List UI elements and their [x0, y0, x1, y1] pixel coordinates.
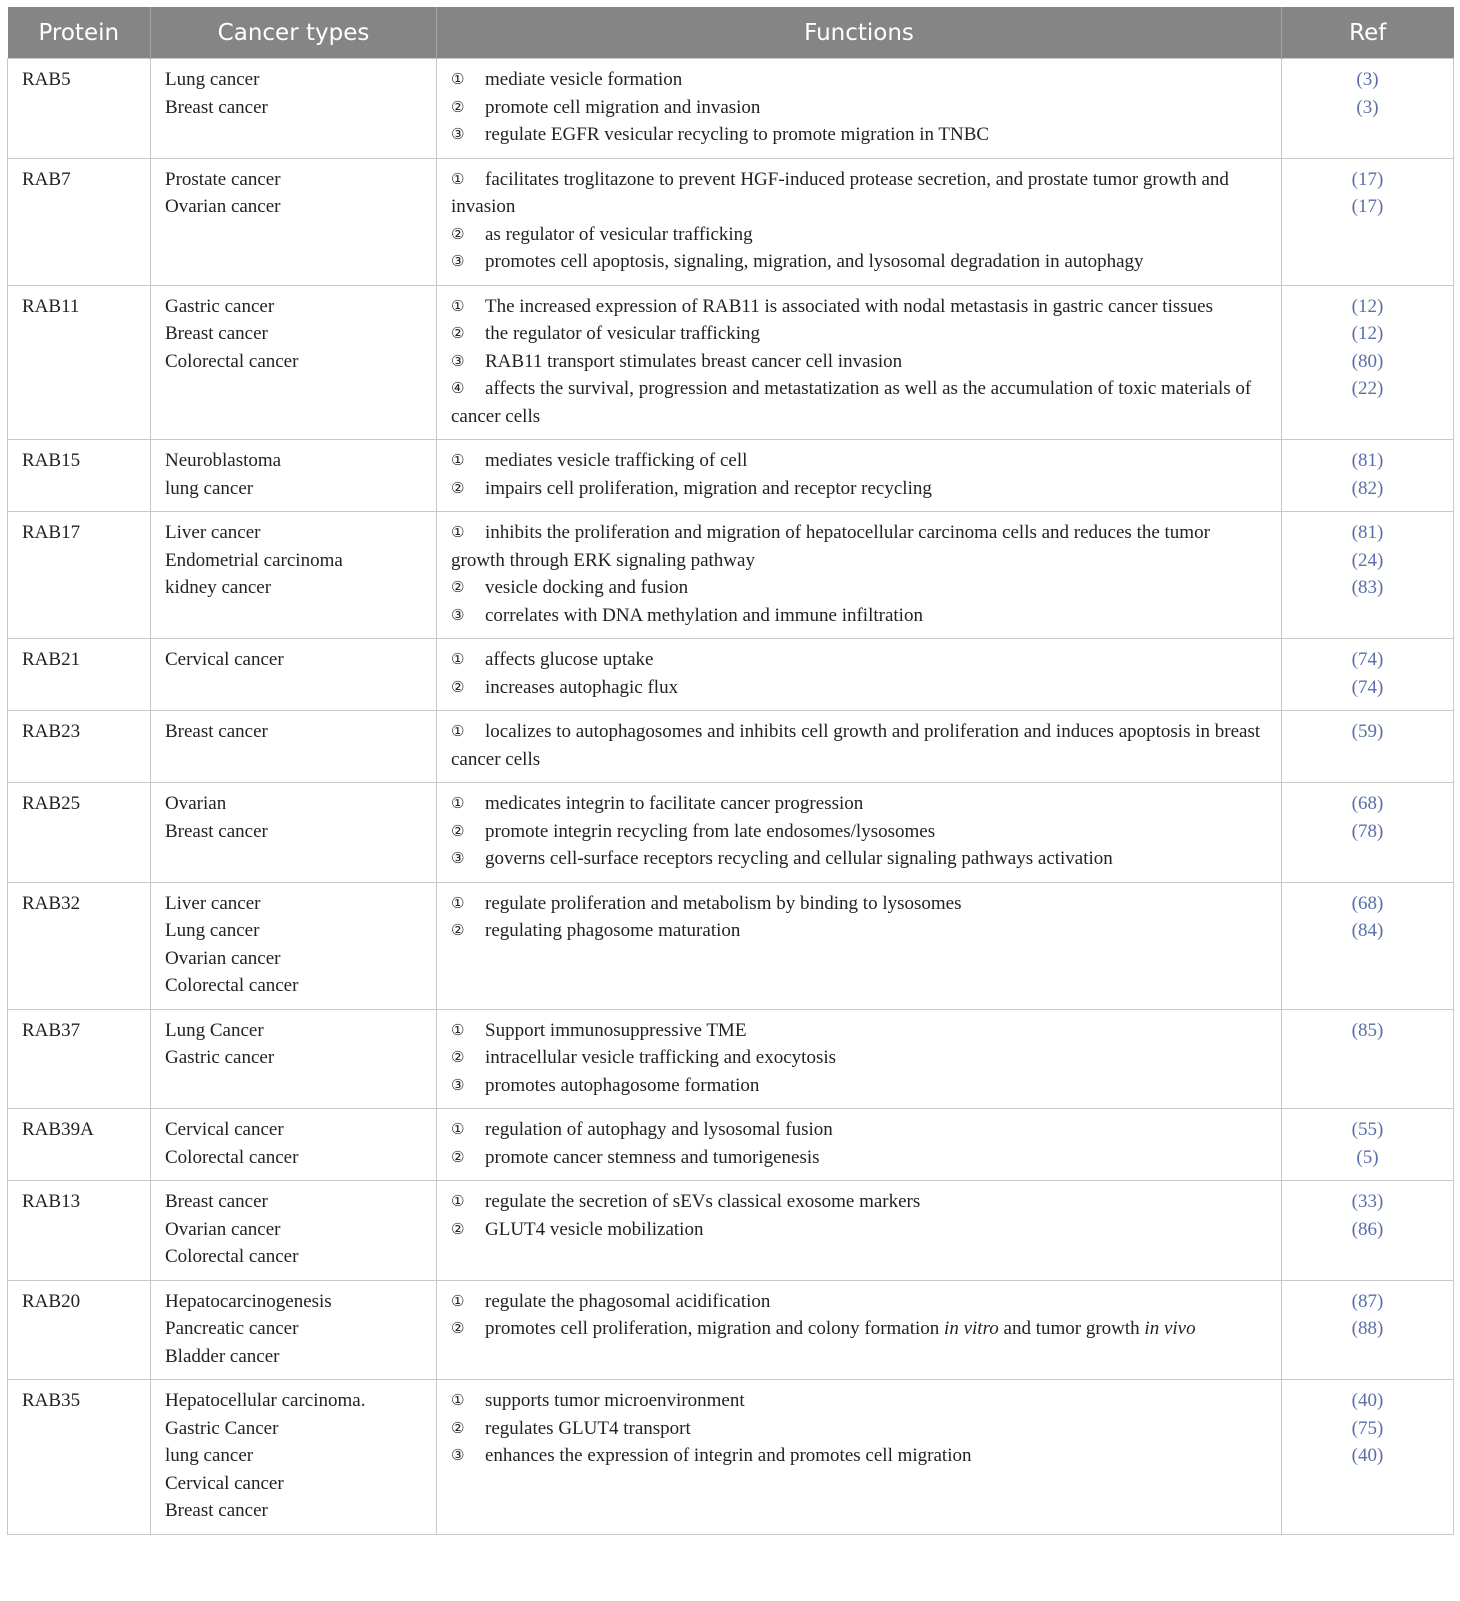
ref-link: (40) [1351, 1390, 1384, 1411]
ref-link: (40) [1351, 1445, 1384, 1466]
function-marker: ① [451, 1120, 465, 1138]
protein-cell: RAB13 [8, 1181, 151, 1281]
function-item [451, 574, 1267, 602]
ref-cell [1282, 639, 1454, 711]
function-item [451, 348, 1267, 376]
function-marker: ① [451, 169, 465, 188]
table-row [8, 440, 1454, 512]
function-item [451, 1044, 1267, 1072]
cancer-type: Breast cancer [165, 1500, 268, 1521]
function-item [451, 1188, 1267, 1216]
cancer-type: Endometrial carcinoma [165, 549, 343, 571]
function-text: governs cell-surface receptors recycling and cellular signaling pathways activation [485, 848, 1113, 869]
ref-link: (87) [1351, 1290, 1384, 1312]
function-item [451, 1116, 1267, 1144]
function-item [451, 447, 1267, 475]
function-item [451, 674, 1267, 702]
cancer-types-cell [151, 783, 437, 883]
cancer-type: Colorectal cancer [165, 1146, 299, 1168]
cancer-type: Breast cancer [165, 721, 268, 742]
header-protein: Protein [8, 7, 151, 59]
cancer-types-cell [151, 1009, 437, 1109]
header-ref: Ref [1282, 7, 1454, 59]
function-text: enhances the expression of integrin and promotes cell migration [485, 1445, 972, 1466]
ref-link: (59) [1351, 721, 1384, 742]
function-text: GLUT4 vesicle mobilization [485, 1218, 704, 1240]
ref-link: (68) [1351, 892, 1384, 914]
table-row [8, 1280, 1454, 1380]
cancer-type: Gastric Cancer [165, 1417, 279, 1439]
function-item [451, 375, 1267, 430]
function-item [451, 519, 1267, 574]
function-text: affects glucose uptake [485, 649, 654, 670]
ref-link: (17) [1351, 168, 1384, 190]
ref-cell [1282, 440, 1454, 512]
function-text: localizes to autophagosomes and inhibits cell growth and proliferation and induces apoptosis in breast cancer cells [451, 721, 1261, 770]
table-row [8, 639, 1454, 711]
cancer-types-cell [151, 882, 437, 1009]
function-item [451, 718, 1267, 773]
table-row [8, 1181, 1454, 1281]
functions-cell [437, 285, 1282, 440]
function-marker: ② [451, 578, 465, 596]
cancer-type: Hepatocarcinogenesis [165, 1290, 332, 1312]
ref-link: (78) [1351, 820, 1384, 842]
function-text: supports tumor microenvironment [485, 1390, 745, 1411]
function-text: regulate EGFR vesicular recycling to promote migration in TNBC [485, 124, 990, 145]
function-text: inhibits the proliferation and migration of hepatocellular carcinoma cells and reduces the tumor growth through ERK signaling pathway [451, 522, 1210, 571]
function-marker: ① [451, 1391, 465, 1409]
function-text: as regulator of vesicular trafficking [485, 223, 753, 245]
function-marker: ③ [451, 605, 465, 624]
table-row [8, 158, 1454, 285]
cancer-type: Colorectal cancer [165, 350, 299, 372]
cancer-type: Breast cancer [165, 1191, 268, 1212]
function-marker: ① [451, 296, 465, 315]
function-text: correlates with DNA methylation and immune infiltration [485, 604, 923, 626]
function-marker: ③ [451, 1446, 465, 1464]
protein-cell: RAB32 [8, 882, 151, 1009]
function-item [451, 475, 1267, 503]
table-row [8, 1380, 1454, 1535]
functions-cell [437, 882, 1282, 1009]
function-text: and tumor growth [998, 1318, 1145, 1339]
function-text: regulate the phagosomal acidification [485, 1290, 771, 1312]
function-item [451, 1017, 1267, 1045]
cancer-type: Cervical cancer [165, 649, 284, 670]
function-marker: ① [451, 893, 465, 912]
function-item [451, 1387, 1267, 1415]
cancer-type: Bladder cancer [165, 1345, 280, 1367]
function-item [451, 1415, 1267, 1443]
function-text: regulating phagosome maturation [485, 920, 741, 941]
function-marker: ② [451, 821, 465, 840]
ref-link: (81) [1351, 522, 1384, 543]
function-marker: ① [451, 70, 465, 88]
function-marker: ③ [451, 1075, 465, 1094]
function-marker: ② [451, 1219, 465, 1238]
functions-cell [437, 440, 1282, 512]
function-text: mediate vesicle formation [485, 69, 683, 90]
cancer-type: Pancreatic cancer [165, 1318, 299, 1339]
function-marker: ① [451, 451, 465, 469]
function-text: promote cell migration and invasion [485, 96, 761, 118]
protein-cell: RAB37 [8, 1009, 151, 1109]
ref-link: (55) [1351, 1119, 1384, 1140]
function-marker: ② [451, 921, 465, 939]
cancer-types-cell [151, 512, 437, 639]
ref-link: (3) [1356, 96, 1379, 118]
function-text: promotes cell apoptosis, signaling, migration, and lysosomal degradation in autophagy [485, 251, 1144, 272]
protein-cell: RAB25 [8, 783, 151, 883]
protein-cell: RAB5 [8, 59, 151, 159]
table-row [8, 711, 1454, 783]
cancer-type: Lung cancer [165, 920, 260, 941]
function-marker: ② [451, 478, 465, 497]
table-row [8, 1009, 1454, 1109]
function-marker: ③ [451, 252, 465, 270]
cancer-type: Neuroblastoma [165, 450, 282, 471]
protein-cell: RAB7 [8, 158, 151, 285]
ref-cell [1282, 1009, 1454, 1109]
cancer-type: Cervical cancer [165, 1119, 284, 1140]
functions-cell [437, 711, 1282, 783]
table-row [8, 1109, 1454, 1181]
ref-link: (17) [1351, 196, 1384, 217]
ref-link: (12) [1351, 323, 1384, 344]
function-text: regulation of autophagy and lysosomal fusion [485, 1119, 833, 1140]
function-text: in vitro [944, 1318, 999, 1339]
table-row [8, 512, 1454, 639]
header-functions: Functions [437, 7, 1282, 59]
function-item [451, 121, 1267, 149]
protein-cell: RAB21 [8, 639, 151, 711]
function-text: vesicle docking and fusion [485, 577, 689, 598]
protein-cell: RAB15 [8, 440, 151, 512]
function-item [451, 1288, 1267, 1316]
function-text: impairs cell proliferation, migration and receptor recycling [485, 477, 932, 499]
function-marker: ③ [451, 351, 465, 370]
ref-cell [1282, 59, 1454, 159]
function-item [451, 845, 1267, 873]
function-item [451, 221, 1267, 249]
cancer-type: lung cancer [165, 1445, 254, 1466]
function-item [451, 94, 1267, 122]
function-marker: ① [451, 1291, 465, 1310]
cancer-type: Colorectal cancer [165, 1246, 299, 1267]
function-marker: ④ [451, 379, 465, 397]
table-row [8, 285, 1454, 440]
function-text: promote integrin recycling from late endosomes/lysosomes [485, 820, 936, 842]
function-text: Support immunosuppressive TME [485, 1019, 747, 1041]
function-text: medicates integrin to facilitate cancer progression [485, 793, 864, 814]
function-item [451, 646, 1267, 674]
ref-link: (82) [1351, 477, 1384, 499]
ref-link: (81) [1351, 450, 1384, 471]
function-marker: ② [451, 97, 465, 116]
function-item [451, 320, 1267, 348]
cancer-type: Gastric cancer [165, 1047, 275, 1068]
cancer-types-cell [151, 285, 437, 440]
functions-cell [437, 158, 1282, 285]
ref-cell [1282, 711, 1454, 783]
function-text: regulate proliferation and metabolism by binding to lysosomes [485, 892, 962, 914]
function-text: regulate the secretion of sEVs classical exosome markers [485, 1191, 921, 1212]
protein-cell: RAB35 [8, 1380, 151, 1535]
function-marker: ② [451, 677, 465, 696]
functions-cell [437, 1181, 1282, 1281]
ref-link: (5) [1356, 1146, 1379, 1168]
cancer-type: Hepatocellular carcinoma. [165, 1390, 366, 1411]
function-marker: ② [451, 224, 465, 243]
functions-cell [437, 1280, 1282, 1380]
ref-cell [1282, 158, 1454, 285]
ref-link: (33) [1351, 1191, 1384, 1212]
table-row [8, 783, 1454, 883]
ref-link: (24) [1351, 549, 1384, 571]
ref-cell [1282, 285, 1454, 440]
function-marker: ① [451, 523, 465, 541]
function-text: the regulator of vesicular trafficking [485, 323, 761, 344]
functions-cell [437, 59, 1282, 159]
functions-cell [437, 512, 1282, 639]
protein-cell: RAB23 [8, 711, 151, 783]
cancer-type: Gastric cancer [165, 295, 275, 317]
cancer-type: Breast cancer [165, 820, 268, 842]
cancer-types-cell [151, 158, 437, 285]
function-marker: ① [451, 722, 465, 740]
ref-link: (80) [1351, 350, 1384, 372]
function-marker: ① [451, 1020, 465, 1039]
function-text: promotes autophagosome formation [485, 1074, 760, 1096]
function-item [451, 1144, 1267, 1172]
function-text: regulates GLUT4 transport [485, 1417, 691, 1439]
cancer-types-cell [151, 440, 437, 512]
table-body [8, 59, 1454, 1535]
function-item [451, 66, 1267, 94]
ref-link: (83) [1351, 577, 1384, 598]
function-item [451, 1216, 1267, 1244]
ref-link: (74) [1351, 676, 1384, 698]
protein-function-table [7, 7, 1454, 1535]
ref-link: (22) [1351, 378, 1384, 399]
function-item [451, 818, 1267, 846]
function-item [451, 166, 1267, 221]
ref-link: (74) [1351, 649, 1384, 670]
cancer-type: Liver cancer [165, 522, 261, 543]
cancer-types-cell [151, 639, 437, 711]
function-text: RAB11 transport stimulates breast cancer cell invasion [485, 350, 903, 372]
ref-link: (75) [1351, 1417, 1384, 1439]
function-marker: ① [451, 794, 465, 812]
function-marker: ② [451, 1147, 465, 1166]
header-row [8, 7, 1454, 59]
function-item [451, 602, 1267, 630]
function-marker: ① [451, 650, 465, 668]
cancer-type: Prostate cancer [165, 168, 281, 190]
function-item [451, 293, 1267, 321]
ref-cell [1282, 512, 1454, 639]
cancer-type: Liver cancer [165, 892, 261, 914]
function-item [451, 1442, 1267, 1470]
function-text: promote cancer stemness and tumorigenesis [485, 1146, 820, 1168]
function-text: affects the survival, progression and metastatization as well as the accumulation of toxic materials of cancer cells [451, 378, 1252, 427]
cancer-type: Ovarian [165, 793, 227, 814]
ref-cell [1282, 1380, 1454, 1535]
cancer-types-cell [151, 59, 437, 159]
functions-cell [437, 783, 1282, 883]
function-marker: ③ [451, 849, 465, 867]
header-cancer-types: Cancer types [151, 7, 437, 59]
function-item [451, 1072, 1267, 1100]
function-marker: ② [451, 324, 465, 342]
function-text: increases autophagic flux [485, 676, 679, 698]
ref-link: (84) [1351, 920, 1384, 941]
function-text: The increased expression of RAB11 is associated with nodal metastasis in gastric cancer tissues [485, 295, 1213, 317]
function-item [451, 1315, 1267, 1343]
cancer-type: Lung Cancer [165, 1019, 264, 1041]
cancer-type: lung cancer [165, 477, 254, 499]
cancer-type: Colorectal cancer [165, 975, 299, 996]
function-marker: ① [451, 1192, 465, 1210]
ref-link: (12) [1351, 295, 1384, 317]
functions-cell [437, 1109, 1282, 1181]
ref-link: (85) [1351, 1019, 1384, 1041]
ref-cell [1282, 1280, 1454, 1380]
cancer-types-cell [151, 1380, 437, 1535]
function-marker: ② [451, 1048, 465, 1066]
function-item [451, 890, 1267, 918]
cancer-type: Breast cancer [165, 323, 268, 344]
table-row [8, 882, 1454, 1009]
protein-cell: RAB39A [8, 1109, 151, 1181]
ref-link: (3) [1356, 69, 1379, 90]
ref-link: (68) [1351, 793, 1384, 814]
function-text: intracellular vesicle trafficking and exocytosis [485, 1047, 837, 1068]
cancer-type: Cervical cancer [165, 1472, 284, 1494]
ref-cell [1282, 1181, 1454, 1281]
protein-cell: RAB20 [8, 1280, 151, 1380]
cancer-type: kidney cancer [165, 577, 272, 598]
cancer-type: Ovarian cancer [165, 1218, 281, 1240]
functions-cell [437, 639, 1282, 711]
function-text: facilitates troglitazone to prevent HGF-induced protease secretion, and prostate tumor growth and invasion [451, 168, 1229, 217]
function-item [451, 790, 1267, 818]
cancer-types-cell [151, 711, 437, 783]
function-item [451, 248, 1267, 276]
function-text: in vivo [1144, 1318, 1196, 1339]
cancer-type: Ovarian cancer [165, 196, 281, 217]
function-text: mediates vesicle trafficking of cell [485, 450, 748, 471]
protein-cell: RAB17 [8, 512, 151, 639]
cancer-types-cell [151, 1181, 437, 1281]
cancer-type: Lung cancer [165, 69, 260, 90]
ref-link: (86) [1351, 1218, 1384, 1240]
function-text: promotes cell proliferation, migration and colony formation [485, 1318, 945, 1339]
protein-cell: RAB11 [8, 285, 151, 440]
cancer-type: Ovarian cancer [165, 947, 281, 969]
function-item [451, 917, 1267, 945]
cancer-type: Breast cancer [165, 96, 268, 118]
cancer-types-cell [151, 1109, 437, 1181]
function-marker: ② [451, 1319, 465, 1337]
ref-cell [1282, 882, 1454, 1009]
functions-cell [437, 1380, 1282, 1535]
function-marker: ③ [451, 125, 465, 143]
ref-cell [1282, 1109, 1454, 1181]
function-marker: ② [451, 1418, 465, 1437]
functions-cell [437, 1009, 1282, 1109]
ref-cell [1282, 783, 1454, 883]
table-row [8, 59, 1454, 159]
ref-link: (88) [1351, 1318, 1384, 1339]
cancer-types-cell [151, 1280, 437, 1380]
